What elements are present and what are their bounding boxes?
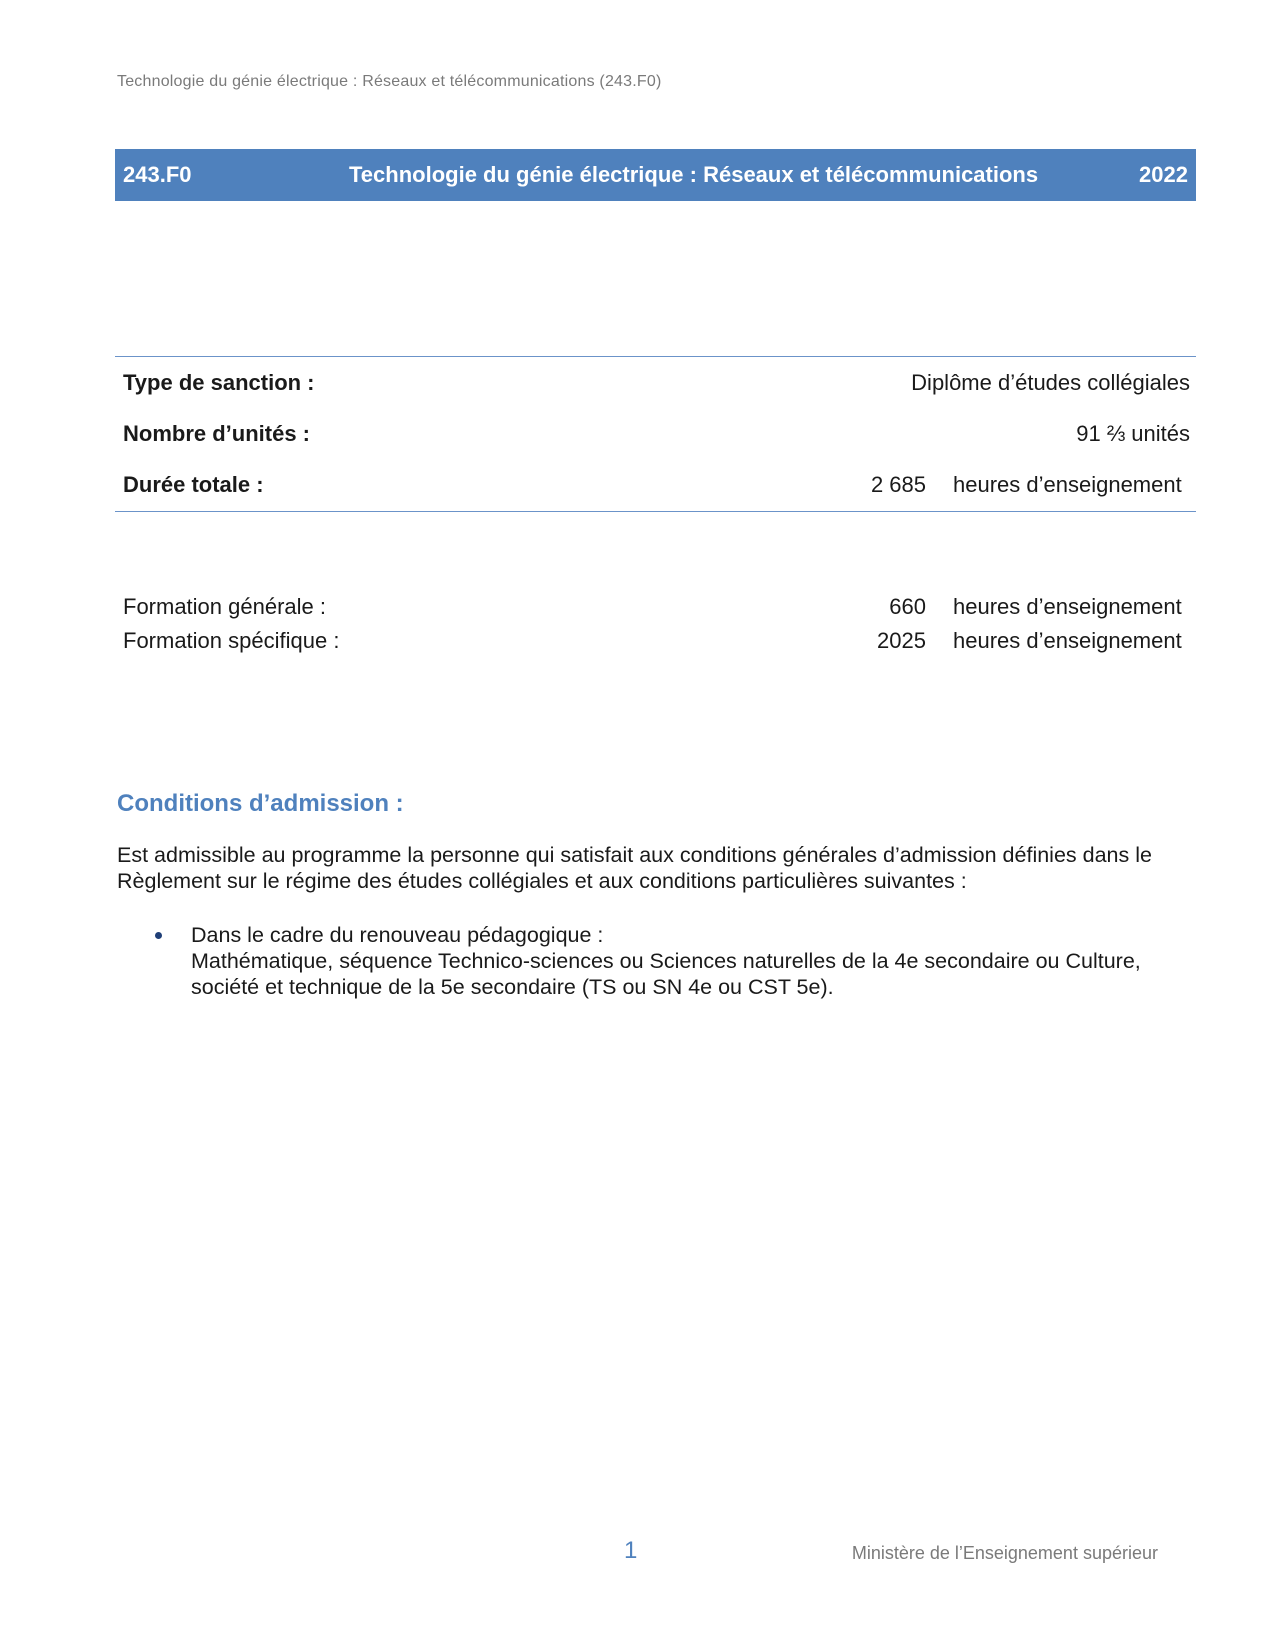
bullet-icon — [155, 932, 162, 939]
units-value: 91 ⅔ unités — [1076, 421, 1190, 446]
total-duration-label: Durée totale : — [123, 472, 264, 497]
program-code: 243.F0 — [123, 162, 192, 187]
condition-title: Dans le cadre du renouveau pédagogique : — [191, 923, 604, 947]
sanction-label: Type de sanction : — [123, 370, 315, 395]
summary-bottom-rule — [115, 511, 1196, 512]
admission-conditions-list — [117, 922, 1197, 1000]
program-title: Technologie du génie électrique : Réseaux et télécommunications — [349, 162, 1039, 187]
total-duration-row — [123, 472, 1190, 502]
general-training-row — [123, 594, 1190, 624]
sanction-value: Diplôme d’études collégiales — [911, 370, 1190, 395]
total-duration-unit: heures d’enseignement — [953, 472, 1182, 497]
admission-intro: Est admissible au programme la personne qui satisfait aux conditions générales d’admission définies dans le Règlement sur le régime des études collégiales et aux conditions particulières suivantes : — [117, 843, 1152, 893]
specific-training-value: 2025 — [877, 628, 926, 653]
general-training-value: 660 — [889, 594, 926, 619]
units-row — [123, 421, 1190, 451]
specific-training-label: Formation spécifique : — [123, 628, 340, 653]
general-training-label: Formation générale : — [123, 594, 326, 619]
units-label: Nombre d’unités : — [123, 421, 311, 446]
program-title-band — [115, 149, 1196, 201]
page-number: 1 — [624, 1537, 638, 1564]
general-training-unit: heures d’enseignement — [953, 594, 1182, 619]
footer-organization: Ministère de l’Enseignement supérieur — [851, 1543, 1158, 1563]
admission-heading: Conditions d’admission : — [117, 790, 404, 817]
total-duration-value: 2 685 — [870, 472, 926, 497]
program-year: 2022 — [1139, 162, 1188, 187]
specific-training-row — [123, 628, 1190, 658]
list-item — [117, 922, 1197, 1000]
running-header: Technologie du génie électrique : Réseaux et télécommunications (243.F0) — [117, 73, 662, 90]
condition-text: Mathématique, séquence Technico-sciences ou Sciences naturelles de la 4e secondaire ou Culture, société et technique de la 5e secondaire (TS ou SN 4e ou CST 5e). — [191, 949, 1141, 999]
specific-training-unit: heures d’enseignement — [953, 628, 1182, 653]
summary-top-rule — [115, 356, 1196, 357]
sanction-row — [123, 370, 1190, 400]
